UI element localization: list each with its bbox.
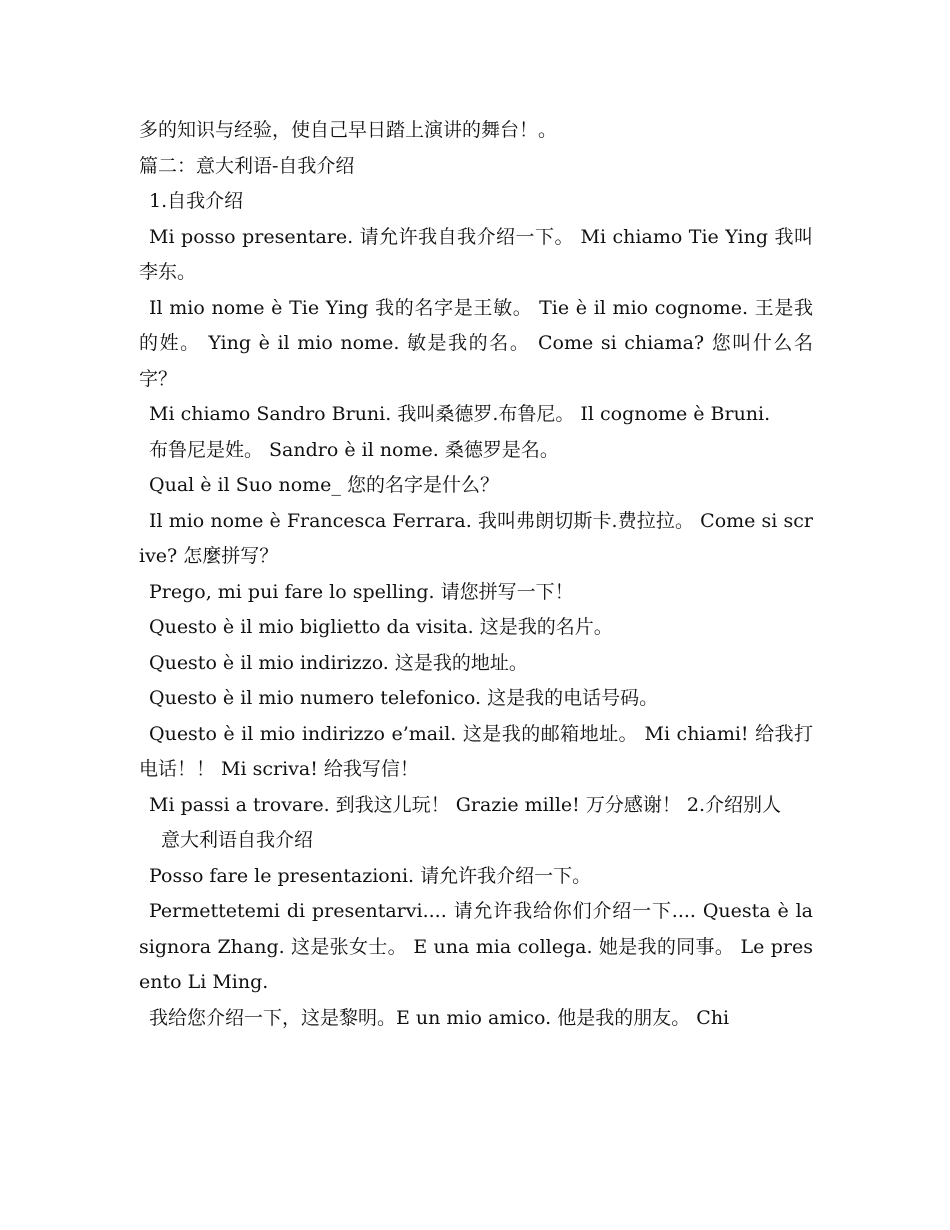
section-heading: 篇二：意大利语-自我介绍 [139, 154, 355, 177]
paragraph: Il mio nome è Tie Ying 我的名字是王敏。 Tie è il mio cognome. 王是我的姓。 Ying è il mio nome. 敏是我的名。 Come si chiama? 您叫什么名字？ [139, 296, 813, 390]
document-body [139, 113, 813, 1036]
subsection-heading: 1.自我介绍 [149, 190, 244, 212]
paragraph: Questo è il mio biglietto da visita. 这是我的名片。 [149, 616, 613, 638]
paragraph: Questo è il mio indirizzo. 这是我的地址。 [149, 651, 528, 674]
subsection-heading: 意大利语自我介绍 [161, 829, 314, 851]
paragraph: Posso fare le presentazioni. 请允许我介绍一下。 [149, 864, 592, 887]
paragraph: Questo è il mio indirizzo e’mail. 这是我的邮箱地址。 Mi chiami! 给我打电话！！ Mi scriva! 给我写信！ [139, 722, 813, 780]
paragraph: Mi passi a trovare. 到我这儿玩！ Grazie mille! 万分感谢！ 2.介绍别人 [149, 793, 782, 816]
paragraph: Mi chiamo Sandro Bruni. 我叫桑德罗.布鲁尼。 Il cognome è Bruni. [149, 403, 771, 425]
paragraph: Qual è il Suo nome_ 您的名字是什么？ [149, 474, 499, 496]
paragraph: 多的知识与经验，使自己早日踏上演讲的舞台！。 [139, 119, 558, 141]
paragraph: 我给您介绍一下，这是黎明。E un mio amico. 他是我的朋友。 Chi [149, 1006, 730, 1029]
paragraph: 布鲁尼是姓。 Sandro è il nome. 桑德罗是名。 [149, 438, 559, 461]
paragraph: Questo è il mio numero telefonico. 这是我的电话号码。 [149, 687, 659, 709]
paragraph: Il mio nome è Francesca Ferrara. 我叫弗朗切斯卡.费拉拉。 Come si scrive? 怎麼拼写？ [139, 509, 813, 567]
paragraph: Permettetemi di presentarvi.... 请允许我给你们介绍一下.... Questa è la signora Zhang. 这是张女士。 E una mia collega. 她是我的同事。 Le presento Li Ming. [139, 900, 813, 993]
paragraph: Prego, mi pui fare lo spelling. 请您拼写一下！ [149, 580, 574, 603]
paragraph: Mi posso presentare. 请允许我自我介绍一下。 Mi chiamo Tie Ying 我叫李东。 [139, 225, 813, 283]
